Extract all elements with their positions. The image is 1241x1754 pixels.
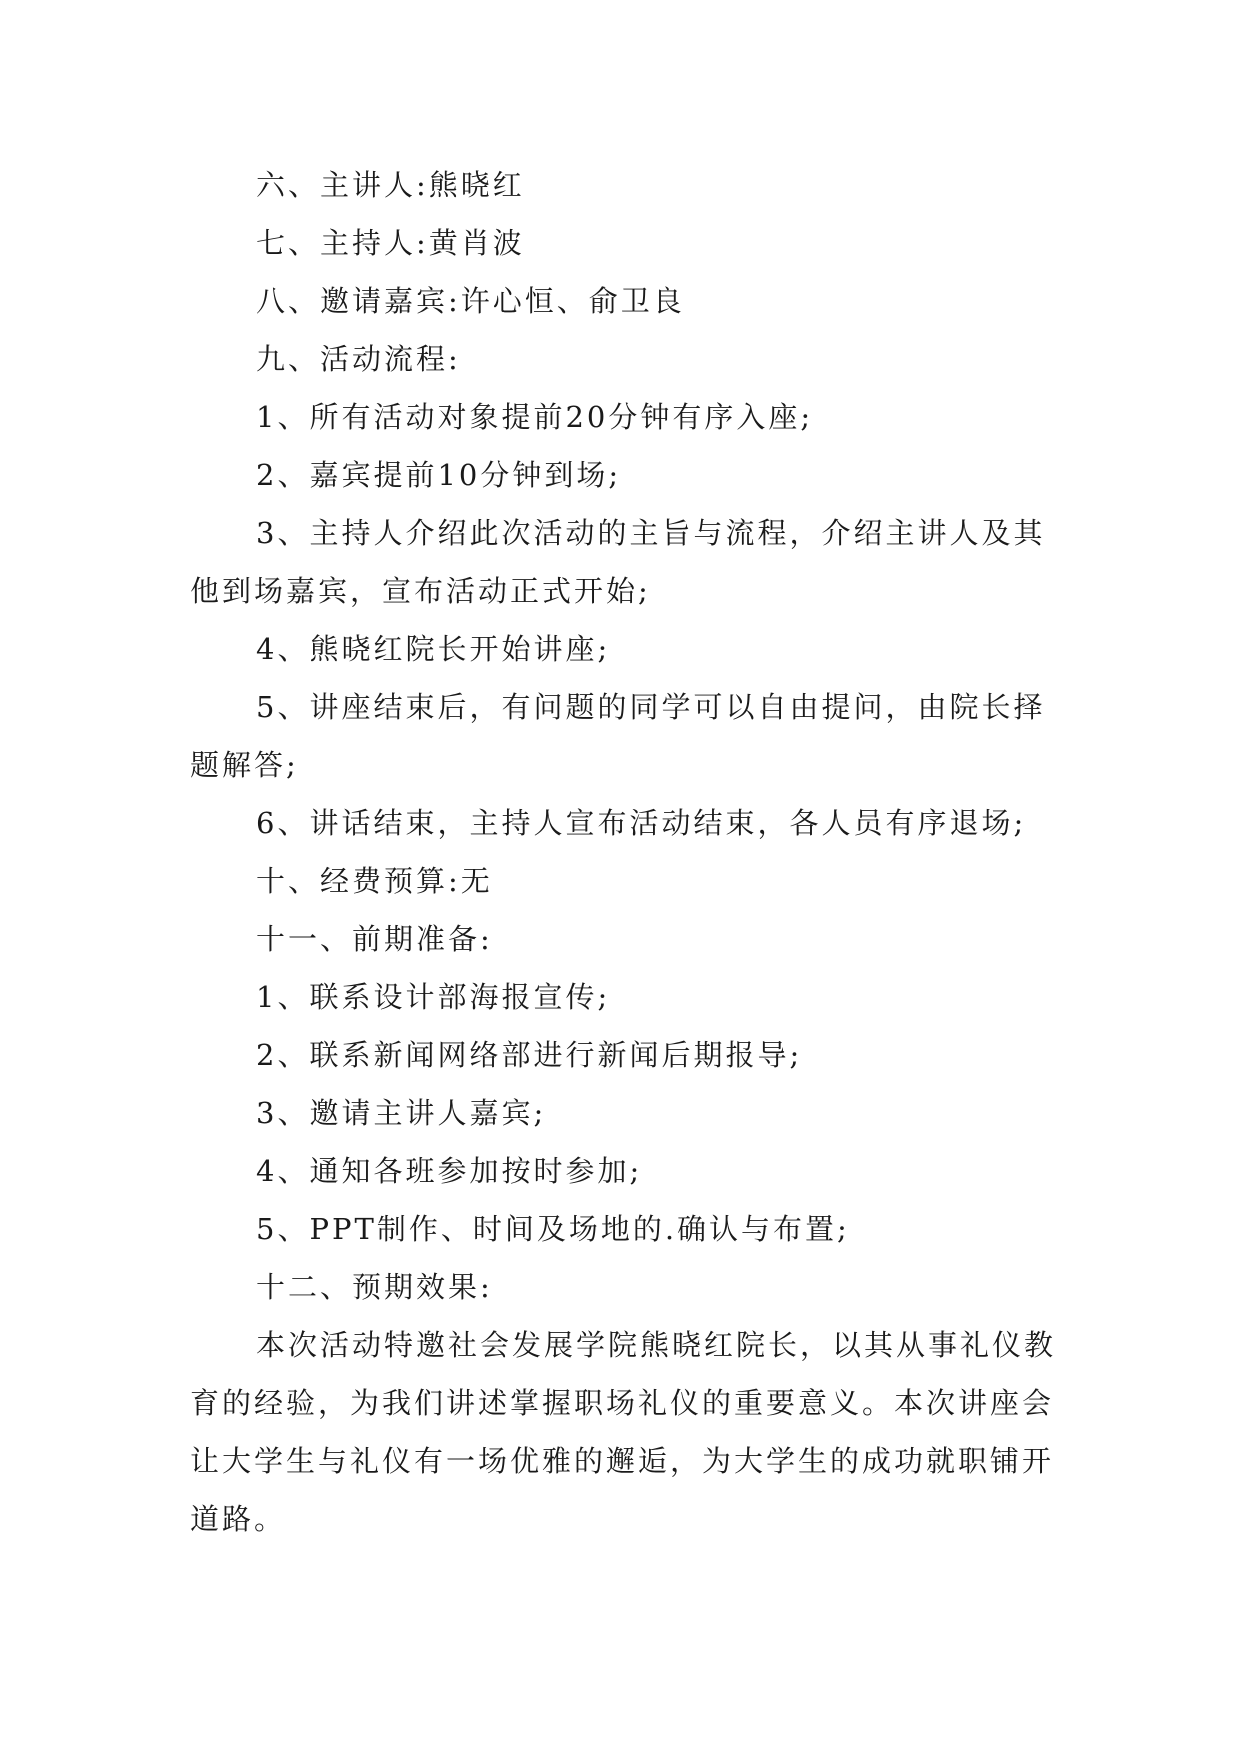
paragraph-preparation-heading: 十一、前期准备: xyxy=(256,922,493,956)
paragraph-preparation-item-5: 5、PPT制作、时间及场地的.确认与布置; xyxy=(256,1212,850,1246)
paragraph-process-step-5: 5、讲座结束后，有问题的同学可以自由提问，由院长择题解答; xyxy=(190,690,1046,782)
paragraph-preparation-item-2: 2、联系新闻网络部进行新闻后期报导; xyxy=(256,1038,803,1072)
paragraph-speaker: 六、主讲人:熊晓红 xyxy=(256,168,525,202)
paragraph-process-step-1: 1、所有活动对象提前20分钟有序入座; xyxy=(256,400,814,434)
document-body xyxy=(190,156,1070,1548)
paragraph-process-step-4: 4、熊晓红院长开始讲座; xyxy=(256,632,611,666)
paragraph-budget: 十、经费预算:无 xyxy=(256,864,493,898)
paragraph-preparation-item-4: 4、通知各班参加按时参加; xyxy=(256,1154,643,1188)
paragraph-effect-heading: 十二、预期效果: xyxy=(256,1270,493,1304)
paragraph-process-heading: 九、活动流程: xyxy=(256,342,461,376)
paragraph-preparation-item-1: 1、联系设计部海报宣传; xyxy=(256,980,611,1014)
paragraph-preparation-item-3: 3、邀请主讲人嘉宾; xyxy=(256,1096,547,1130)
paragraph-host: 七、主持人:黄肖波 xyxy=(256,226,525,260)
paragraph-process-step-3: 3、主持人介绍此次活动的主旨与流程，介绍主讲人及其他到场嘉宾，宣布活动正式开始; xyxy=(190,516,1046,608)
paragraph-effect-body: 本次活动特邀社会发展学院熊晓红院长，以其从事礼仪教育的经验，为我们讲述掌握职场礼仪的重要意义。本次讲座会让大学生与礼仪有一场优雅的邂逅，为大学生的成功就职铺开道路。 xyxy=(190,1328,1057,1536)
paragraph-process-step-6: 6、讲话结束，主持人宣布活动结束，各人员有序退场; xyxy=(256,806,1027,840)
paragraph-guests: 八、邀请嘉宾:许心恒、俞卫良 xyxy=(256,284,685,318)
paragraph-process-step-2: 2、嘉宾提前10分钟到场; xyxy=(256,458,622,492)
